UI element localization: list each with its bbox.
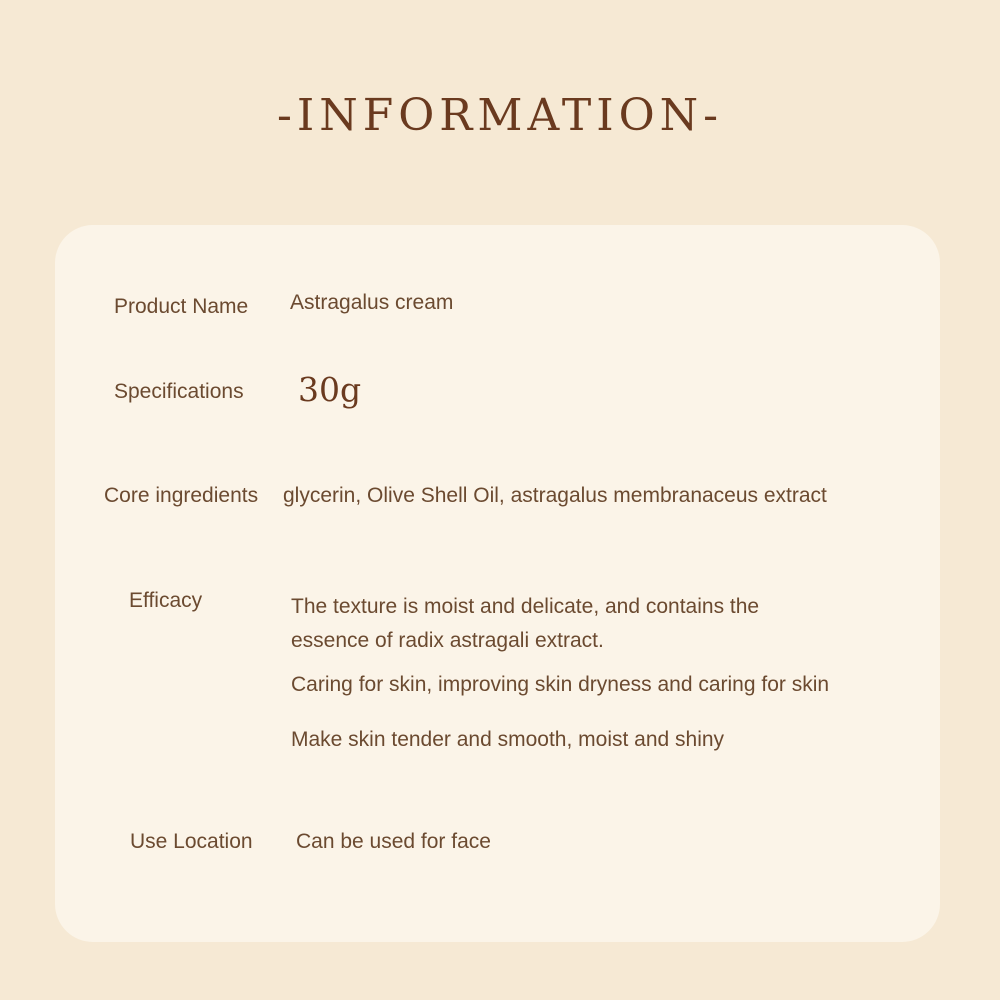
- core-ingredients-value: glycerin, Olive Shell Oil, astragalus membranaceus extract: [283, 484, 827, 507]
- efficacy-line: The texture is moist and delicate, and contains the: [291, 595, 760, 618]
- efficacy-line: Make skin tender and smooth, moist and shiny: [291, 728, 725, 751]
- efficacy-line: essence of radix astragali extract.: [291, 629, 604, 652]
- page-title: -INFORMATION-: [276, 90, 724, 141]
- use-location-value: Can be used for face: [296, 830, 491, 853]
- core-ingredients-label: Core ingredients: [104, 484, 259, 507]
- use-location-label: Use Location: [130, 830, 253, 853]
- efficacy-label: Efficacy: [129, 589, 203, 612]
- specifications-label: Specifications: [114, 380, 244, 403]
- efficacy-line: Caring for skin, improving skin dryness and caring for skin: [291, 673, 830, 696]
- specifications-value: 30g: [298, 370, 362, 409]
- product-name-label: Product Name: [114, 295, 249, 318]
- product-name-value: Astragalus cream: [290, 291, 454, 314]
